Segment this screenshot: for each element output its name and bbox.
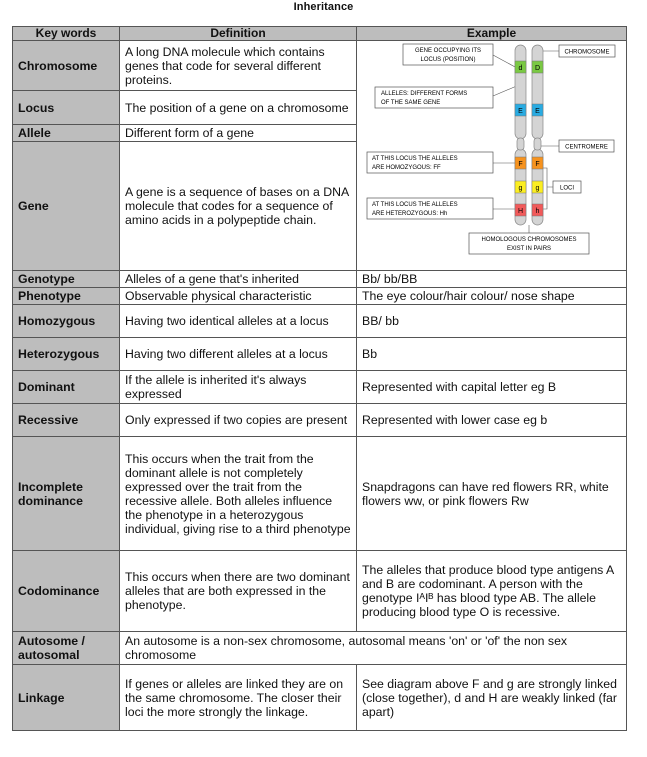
term-cell: Homozygous [13,305,120,338]
definition-cell: The position of a gene on a chromosome [120,91,357,124]
chromosome-diagram-cell [357,41,627,271]
label-text: CENTROMERE [565,144,608,151]
example-cell: The eye colour/hair colour/ nose shape [357,288,627,305]
term-cell: Heterozygous [13,338,120,371]
definition-cell: This occurs when there are two dominant alleles that are both expressed in the phenotype. [120,551,357,632]
allele-label: H [517,208,524,215]
term-cell: Gene [13,141,120,270]
label-text: ALLELES: DIFFERENT FORMS [381,91,468,97]
label-text: CHROMOSOME [564,49,610,56]
table-row [13,288,627,305]
table-row [13,437,627,551]
term-cell: Allele [13,124,120,141]
table-row [13,271,627,288]
label-homozygous [367,152,493,173]
term-cell: Autosome / autosomal [13,632,120,665]
label-homologous [469,233,589,254]
definition-cell: If the allele is inherited it's always expressed [120,371,357,404]
term-cell: Codominance [13,551,120,632]
definition-cell: Only expressed if two copies are present [120,404,357,437]
definition-cell: A gene is a sequence of bases on a DNA molecule that codes for a sequence of amino acids in a polypeptide chain. [120,141,357,270]
label-loci [553,181,581,193]
definition-cell: Different form of a gene [120,124,357,141]
allele-label: E [518,108,523,115]
allele-label: D [534,65,541,72]
table-row [13,371,627,404]
allele-label: F [535,161,540,168]
table-row [13,338,627,371]
allele-label: h [535,208,540,215]
allele-label: d [518,65,523,72]
example-cell: Snapdragons can have red flowers RR, white flowers ww, or pink flowers Rw [357,437,627,551]
example-cell: See diagram above F and g are strongly linked (close together), d and H are weakly linked (far apart) [357,665,627,731]
label-centromere [559,140,614,152]
example-cell: Bb [357,338,627,371]
header-row [13,27,627,41]
definition-cell: If genes or alleles are linked they are on the same chromosome. The closer their loci the more strongly the linkage. [120,665,357,731]
label-text: AT THIS LOCUS THE ALLELES [372,156,458,162]
label-text: ARE HETEROZYGOUS: Hh [372,211,448,217]
term-cell: Chromosome [13,41,120,91]
inheritance-table [12,26,627,731]
definition-cell: A long DNA molecule which contains genes that code for several different proteins. [120,41,357,91]
label-text: LOCUS (POSITION) [420,57,476,63]
term-cell: Phenotype [13,288,120,305]
definition-cell: An autosome is a non-sex chromosome, autosomal means 'on' or 'of' the non sex chromosome [120,632,627,665]
allele-label: g [535,185,540,192]
allele-label: g [518,185,523,192]
definition-cell: Having two different alleles at a locus [120,338,357,371]
example-cell: BB/ bb [357,305,627,338]
header-keywords: Key words [13,27,120,41]
term-cell: Linkage [13,665,120,731]
definition-cell: Having two identical alleles at a locus [120,305,357,338]
example-cell: Represented with capital letter eg B [357,371,627,404]
label-heterozygous [367,198,493,219]
table-row [13,551,627,632]
allele-label: F [518,161,523,168]
definition-cell: Observable physical characteristic [120,288,357,305]
table-row [13,404,627,437]
term-cell: Incomplete dominance [13,437,120,551]
term-cell: Recessive [13,404,120,437]
definition-cell: This occurs when the trait from the dominant allele is not completely expressed over the trait from the recessive allele. Both alleles influence the phenotype in a heterozygous individual, giving rise to a third phenotype [120,437,357,551]
example-cell: The alleles that produce blood type antigens A and B are codominant. A person with the genotype IᴬIᴮ has blood type AB. The allele producing blood type O is recessive. [357,551,627,632]
label-text: ARE HOMOZYGOUS: FF [372,165,441,171]
label-chromosome [559,45,615,57]
label-gene-locus [403,44,493,65]
chromosome-diagram [357,41,627,267]
table-row [13,305,627,338]
term-cell: Dominant [13,371,120,404]
allele-label: E [535,108,540,115]
example-cell: Represented with lower case eg b [357,404,627,437]
term-cell: Genotype [13,271,120,288]
label-text: EXIST IN PAIRS [506,246,552,252]
label-text: HOMOLOGOUS CHROMOSOMES [481,237,577,243]
label-text: GENE OCCUPYING ITS [414,48,482,54]
header-definition: Definition [120,27,357,41]
label-text: LOCI [559,185,575,192]
table-row [13,41,627,91]
page-title: Inheritance [293,1,354,13]
table-row [13,632,627,665]
label-alleles [375,87,493,108]
table-row [13,665,627,731]
label-text: OF THE SAME GENE [381,100,441,106]
header-example: Example [357,27,627,41]
label-text: AT THIS LOCUS THE ALLELES [372,202,458,208]
example-cell: Bb/ bb/BB [357,271,627,288]
term-cell: Locus [13,91,120,124]
definition-cell: Alleles of a gene that's inherited [120,271,357,288]
